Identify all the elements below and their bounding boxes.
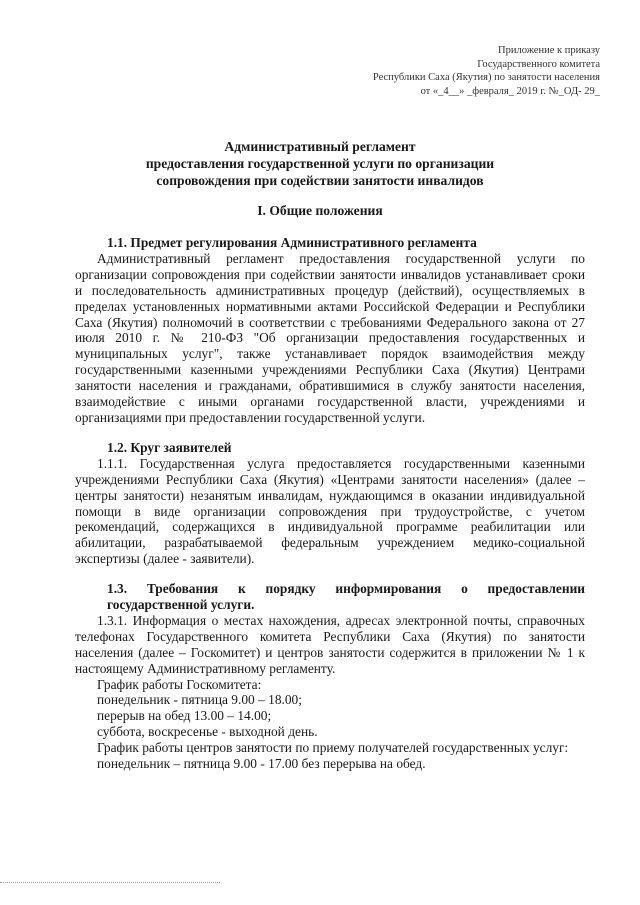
approval-line: от «_4__» _февраля_ 2019 г. №_ОД- 29_ — [420, 85, 600, 97]
paragraph-1-3-1: 1.3.1. Информация о местах нахождения, адресах электронной почты, справочных телефонах Государственного комитета Республики Саха (Якутия) по занятости населения (далее – Госкомитет) и центров занятости содержится в приложении № 1 к настоящему Административному регламенту. — [75, 612, 585, 676]
approval-block — [300, 44, 600, 98]
schedule-weekend: суббота, воскресенье - выходной день. — [97, 724, 318, 740]
approval-line: Приложение к приказу — [498, 45, 600, 56]
title-line: Административный регламент — [224, 139, 416, 154]
paragraph-1-2: 1.1.1. Государственная услуга предоставляется государственными казенными учреждениями Республики Саха (Якутия) «Центрами занятости населения» (далее – центры занятости) незанятым инвалидам, нуждающимся в оказании индивидуальной помощи в виде организации сопровождения при трудоустройстве, с учетом рекомендаций, содержащихся в индивидуальной программе реабилитации или абилитации, разрабатываемой федеральным учреждением медико-социальной экспертизы (далее - заявители). — [75, 455, 585, 567]
title-line: сопровождения при содействии занятости инвалидов — [156, 173, 484, 188]
subsection-heading-1-2: 1.2. Круг заявителей — [107, 439, 232, 455]
schedule-weekdays: понедельник - пятница 9.00 – 18.00; — [97, 692, 302, 708]
document-body — [75, 235, 585, 772]
document-title — [60, 138, 580, 189]
schedule-lunch: перерыв на обед 13.00 – 14.00; — [97, 708, 272, 724]
schedule-title: График работы Госкомитета: — [97, 676, 262, 692]
scan-artifact-divider — [0, 882, 220, 883]
subsection-heading-1-3: 1.3. Требования к порядку информирования о предоставлении государственной услуги. — [107, 581, 585, 613]
subsection-heading-1-1: 1.1. Предмет регулирования Административного регламента — [107, 235, 477, 250]
centers-schedule-weekdays: понедельник – пятница 9.00 - 17.00 без перерыва на обед. — [97, 756, 426, 772]
approval-line: Государственного комитета — [477, 58, 600, 70]
paragraph-1-1: Административный регламент предоставления государственной услуги по организации сопровождения при содействии занятости инвалидов устанавливает сроки и последовательность административных процедур (действий), осуществляемых в пределах установленных нормативными актами Российской Федерации и Республики Саха (Якутия) полномочий в соответствии с требованиями Федерального закона от 27 июля 2010 г. № 210-ФЗ "Об организации предоставления государственных и муниципальных услуг", также устанавливает порядок взаимодействия между государственными казенными учреждениями Республики Саха (Якутия) Центрами занятости населения и гражданами, обратившимися в службу занятости населения, взаимодействие с иными органами государственной власти, учреждениями и организациями при предоставлении государственной услуги. — [75, 250, 585, 425]
centers-schedule-title: График работы центров занятости по приему получателей государственных услуг: — [97, 740, 569, 756]
title-line: предоставления государственной услуги по организации — [145, 156, 495, 171]
section-heading: I. Общие положения — [257, 203, 383, 218]
approval-line: Республики Саха (Якутия) по занятости населения — [372, 72, 600, 83]
